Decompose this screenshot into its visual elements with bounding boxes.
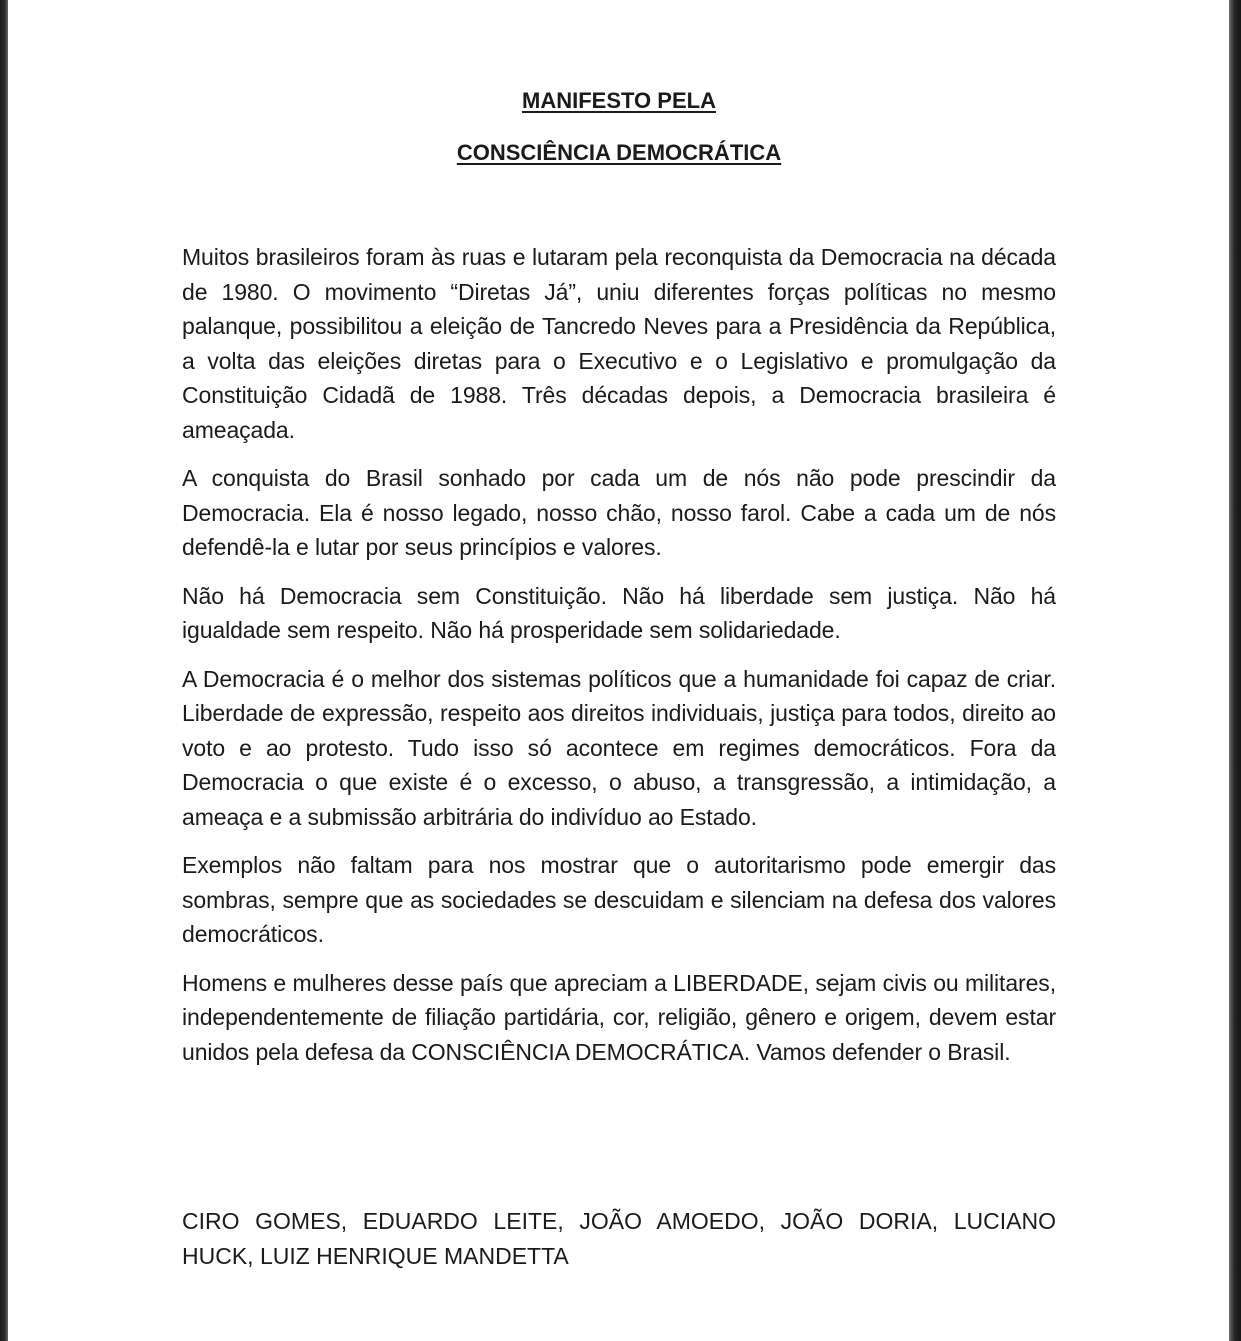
paragraph-6: Homens e mulheres desse país que apreciam a LIBERDADE, sejam civis ou militares, independentemente de filiação partidária, cor, religião, gênero e origem, devem estar unidos pela defesa da CONSCIÊNCIA DEMOCRÁTICA. Vamos defender o Brasil. xyxy=(182,969,1056,1065)
paragraph-4: A Democracia é o melhor dos sistemas políticos que a humanidade foi capaz de criar. Liberdade de expressão, respeito aos direitos individuais, justiça para todos, direito ao voto e ao protesto. Tudo isso só acontece em regimes democráticos. Fora da Democracia o que existe é o excesso, o abuso, a transgressão, a intimidação, a ameaça e a submissão arbitrária do indivíduo ao Estado. xyxy=(182,665,1056,830)
document-body xyxy=(182,240,1056,1069)
paragraph-3: Não há Democracia sem Constituição. Não há liberdade sem justiça. Não há igualdade sem respeito. Não há prosperidade sem solidariedade. xyxy=(182,582,1056,643)
document-title-line-1: MANIFESTO PELA xyxy=(522,88,716,113)
document-title-line-2: CONSCIÊNCIA DEMOCRÁTICA xyxy=(456,140,782,165)
document-page xyxy=(182,84,1056,1269)
paragraph-5: Exemplos não faltam para nos mostrar que o autoritarismo pode emergir das sombras, sempre que as sociedades se descuidam e silenciam na defesa dos valores democráticos. xyxy=(182,852,1056,947)
left-scan-border xyxy=(0,0,8,1341)
paragraph-2: A conquista do Brasil sonhado por cada um de nós não pode prescindir da Democracia. Ela é nosso legado, nosso chão, nosso farol. Cabe a cada um de nós defendê-la e lutar por seus princípios e valores. xyxy=(182,465,1056,560)
right-scan-border xyxy=(1229,0,1241,1341)
paragraph-1: Muitos brasileiros foram às ruas e lutaram pela reconquista da Democracia na década de 1980. O movimento “Diretas Já”, uniu diferentes forças políticas no mesmo palanque, possibilitou a eleição de Tancredo Neves para a Presidência da República, a volta das eleições diretas para o Executivo e o Legislativo e promulgação da Constituição Cidadã de 1988. Três décadas depois, a Democracia brasileira é ameaçada. xyxy=(182,244,1056,443)
signatures: CIRO GOMES, EDUARDO LEITE, JOÃO AMOEDO, JOÃO DORIA, LUCIANO HUCK, LUIZ HENRIQUE MANDETTA xyxy=(182,1208,1056,1269)
